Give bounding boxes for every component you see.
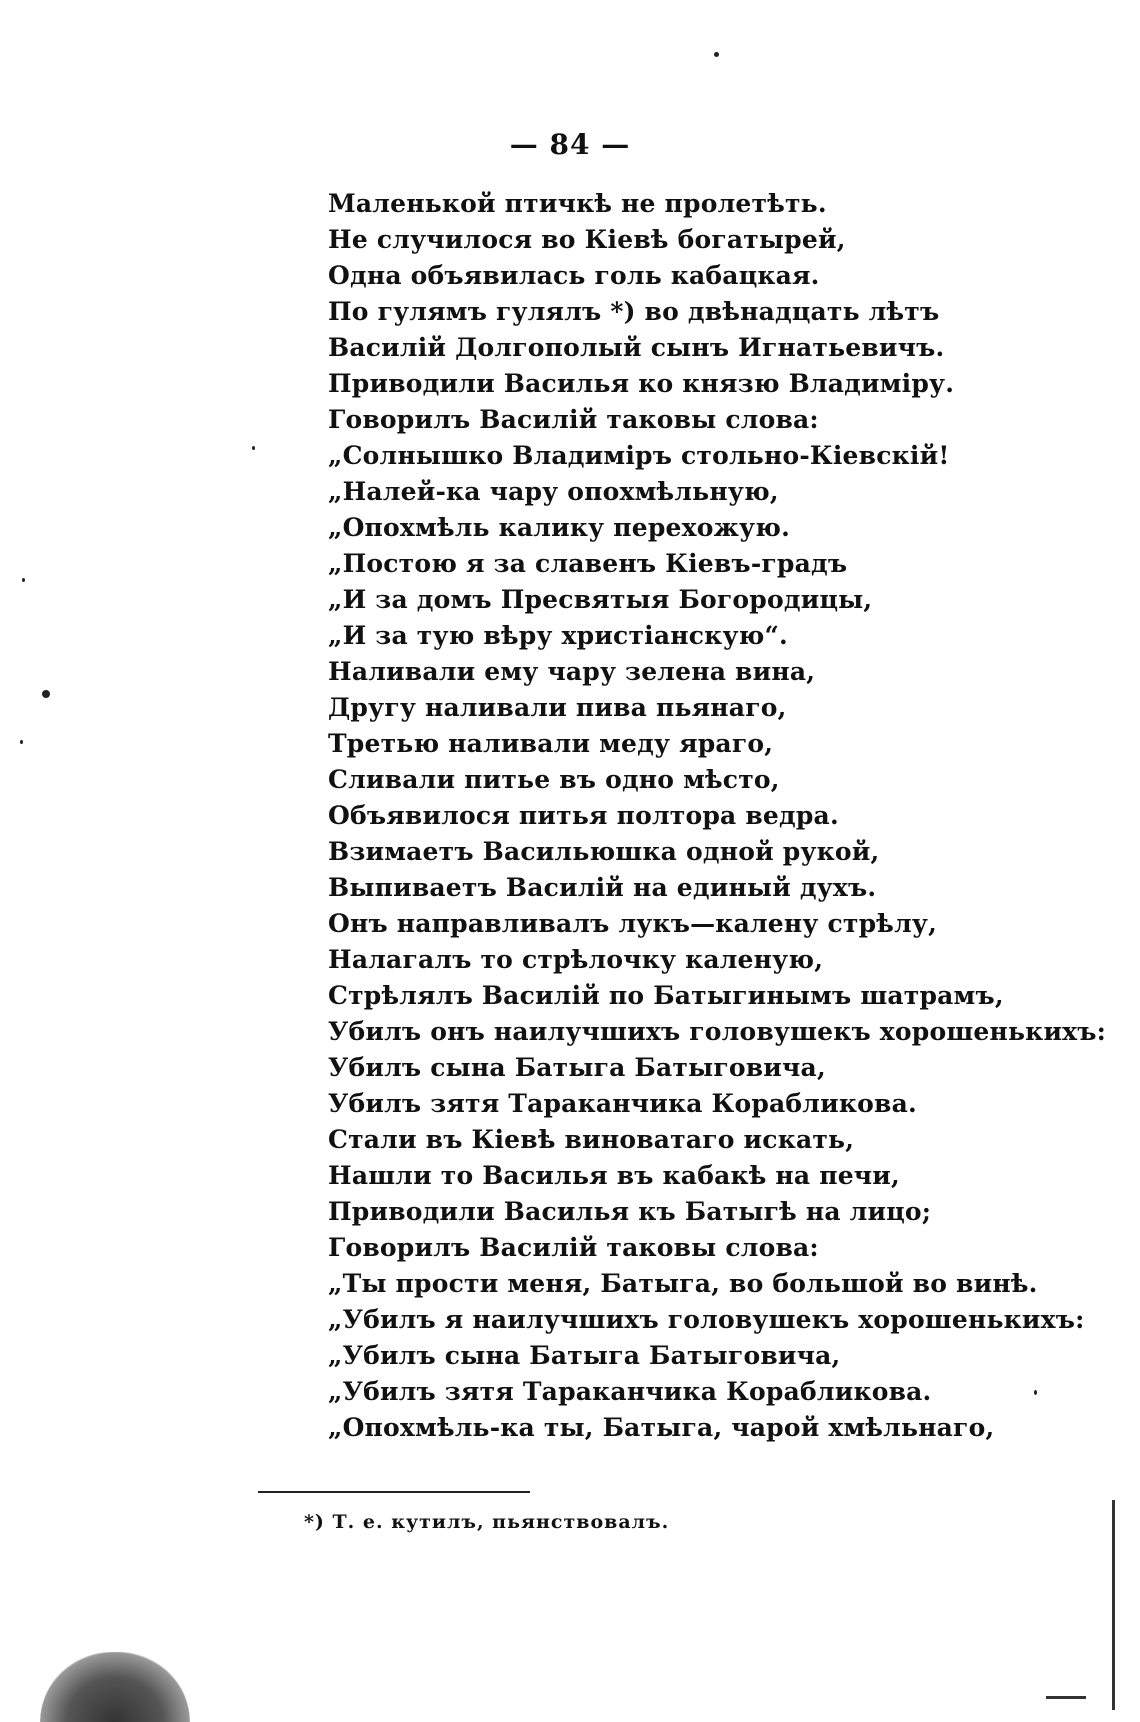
poem-line: „Ты прости меня, Батыга, во большой во винѣ. [328, 1269, 1038, 1298]
scan-edge-line [1046, 1696, 1086, 1699]
poem-line: Приводили Василья къ Батыгѣ на лицо; [328, 1197, 932, 1226]
poem-line: Говорилъ Василій таковы слова: [328, 1233, 819, 1262]
poem-line: „Убилъ сына Батыга Батыговича, [328, 1341, 841, 1370]
poem-line: Василій Долгополый сынъ Игнатьевичъ. [328, 333, 945, 362]
poem-line: Выпиваетъ Василій на единый духъ. [328, 873, 877, 902]
scan-smudge [40, 1652, 190, 1722]
poem-line: Взимаетъ Васильюшка одной рукой, [328, 837, 880, 866]
poem-line: „Солнышко Владиміръ стольно-Кіевскій! [328, 441, 950, 470]
scan-edge-line [1112, 1500, 1115, 1710]
page-number: — 84 — [509, 128, 631, 161]
poem-line: Наливали ему чару зелена вина, [328, 657, 816, 686]
poem-line: Нашли то Василья въ кабакѣ на печи, [328, 1161, 900, 1190]
poem-line: Говорилъ Василій таковы слова: [328, 405, 819, 434]
poem-line: Приводили Василья ко князю Владиміру. [328, 369, 955, 398]
poem-line: Другу наливали пива пьянаго, [328, 693, 787, 722]
footnote-divider [258, 1491, 530, 1493]
poem-line: Стрѣлялъ Василій по Батыгинымъ шатрамъ, [328, 981, 1004, 1010]
scan-speck [22, 578, 25, 582]
scan-speck [1034, 1390, 1037, 1395]
scan-speck [42, 690, 50, 698]
poem-line: Убилъ сына Батыга Батыговича, [328, 1053, 826, 1082]
poem-line: Третью наливали меду яраго, [328, 729, 774, 758]
scan-speck [252, 446, 255, 450]
poem-line: „И за домъ Пресвятыя Богородицы, [328, 585, 873, 614]
poem-line: „Постою я за славенъ Кіевъ-градъ [328, 549, 848, 578]
poem-line: „Убилъ зятя Тараканчика Корабликова. [328, 1377, 932, 1406]
scan-speck [714, 52, 719, 57]
poem-line: Стали въ Кіевѣ виноватаго искать, [328, 1125, 855, 1154]
poem-line: Убилъ зятя Тараканчика Корабликова. [328, 1089, 917, 1118]
poem-line: Сливали питье въ одно мѣсто, [328, 765, 780, 794]
poem-line: „Опохмѣль калику перехожую. [328, 513, 790, 542]
poem-line: Убилъ онъ наилучшихъ головушекъ хорошенькихъ: [328, 1017, 1107, 1046]
poem-line: Одна объявилась голь кабацкая. [328, 261, 820, 290]
footnote: *) Т. е. кутилъ, пьянствовалъ. [304, 1511, 670, 1533]
poem-line: „И за тую вѣру христіанскую“. [328, 621, 788, 650]
poem-line: По гулямъ гулялъ *) во двѣнадцать лѣтъ [328, 297, 940, 326]
scan-speck [20, 740, 23, 744]
poem-line: Объявилося питья полтора ведра. [328, 801, 839, 830]
poem-line: Не случилося во Кіевѣ богатырей, [328, 225, 846, 254]
poem-line: Онъ направливалъ лукъ—калену стрѣлу, [328, 909, 938, 938]
poem-line: Налагалъ то стрѣлочку каленую, [328, 945, 824, 974]
poem-text [328, 186, 1107, 1446]
poem-line: „Убилъ я наилучшихъ головушекъ хорошенькихъ: [328, 1305, 1085, 1334]
poem-line: Маленькой птичкѣ не пролетѣть. [328, 189, 827, 218]
poem-line: „Налей-ка чару опохмѣльную, [328, 477, 779, 506]
poem-line: „Опохмѣль-ка ты, Батыга, чарой хмѣльнаго, [328, 1413, 995, 1442]
